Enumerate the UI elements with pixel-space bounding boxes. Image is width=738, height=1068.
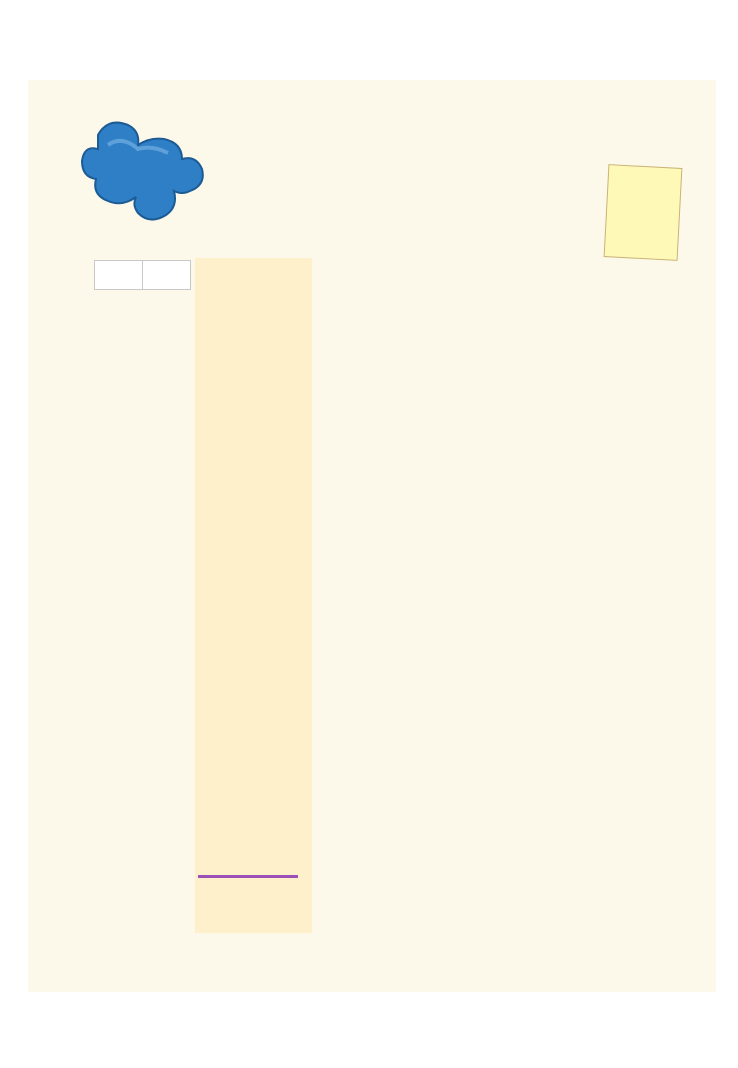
blue-puzzle-piece-icon bbox=[78, 115, 208, 230]
example-line bbox=[614, 169, 676, 172]
sum-line bbox=[198, 875, 298, 878]
example-calc-line bbox=[614, 172, 676, 175]
example-calc-line bbox=[614, 172, 676, 175]
example-heading bbox=[614, 169, 676, 172]
example-line bbox=[614, 169, 676, 172]
example-calc-heading bbox=[614, 172, 676, 175]
example-box bbox=[604, 164, 683, 261]
answer-table bbox=[94, 260, 191, 290]
example-line bbox=[614, 169, 676, 172]
col-header-piece bbox=[95, 261, 143, 290]
col-header-page bbox=[143, 261, 191, 290]
calc-panel bbox=[195, 258, 312, 933]
